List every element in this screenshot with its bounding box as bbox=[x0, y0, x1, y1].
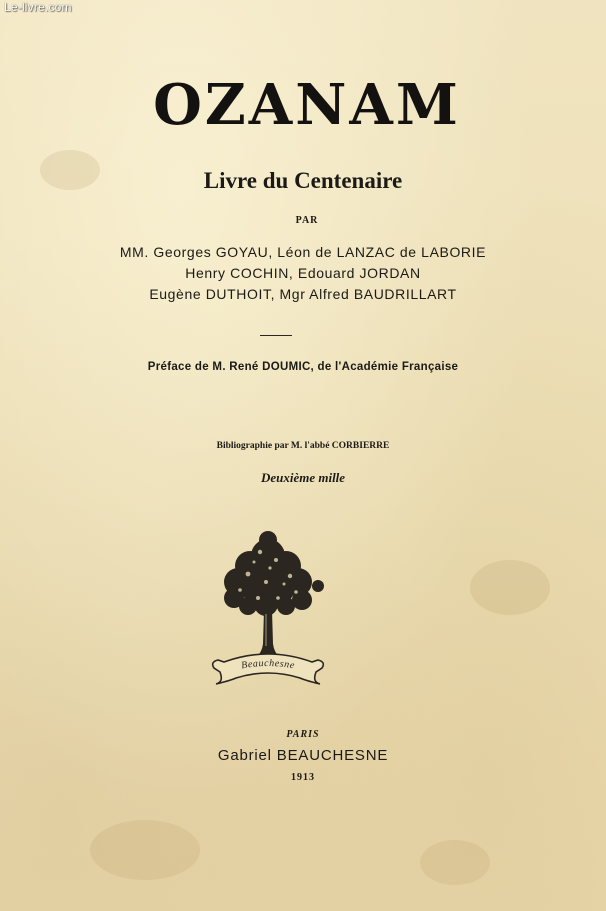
publisher-mark bbox=[200, 522, 336, 688]
authors-line: Eugène DUTHOIT, Mgr Alfred BAUDRILLART bbox=[149, 286, 457, 302]
imprint-city: PARIS bbox=[286, 729, 320, 740]
paper-stain bbox=[90, 820, 200, 880]
authors-line: Henry COCHIN, Edouard JORDAN bbox=[185, 265, 421, 281]
bibliography-credit: Bibliographie par M. l'abbé CORBIERRE bbox=[216, 441, 390, 451]
paper-stain bbox=[470, 560, 550, 615]
paper-stain bbox=[420, 840, 490, 885]
book-title: OZANAM bbox=[153, 72, 461, 138]
imprint-year: 1913 bbox=[291, 772, 315, 783]
preface-credit: Préface de M. René DOUMIC, de l'Académie Française bbox=[147, 361, 459, 373]
book-subtitle: Livre du Centenaire bbox=[203, 168, 403, 193]
site-watermark: Le-livre.com bbox=[4, 0, 72, 14]
ribbon-text: Beauchesne bbox=[240, 657, 296, 672]
tree-icon bbox=[224, 531, 324, 660]
separator-rule bbox=[260, 335, 292, 336]
by-label: PAR bbox=[295, 215, 319, 226]
edition-note: Deuxième mille bbox=[260, 470, 346, 485]
imprint-publisher: Gabriel BEAUCHESNE bbox=[217, 747, 389, 764]
authors-line: MM. Georges GOYAU, Léon de LANZAC de LABORIE bbox=[119, 244, 487, 260]
